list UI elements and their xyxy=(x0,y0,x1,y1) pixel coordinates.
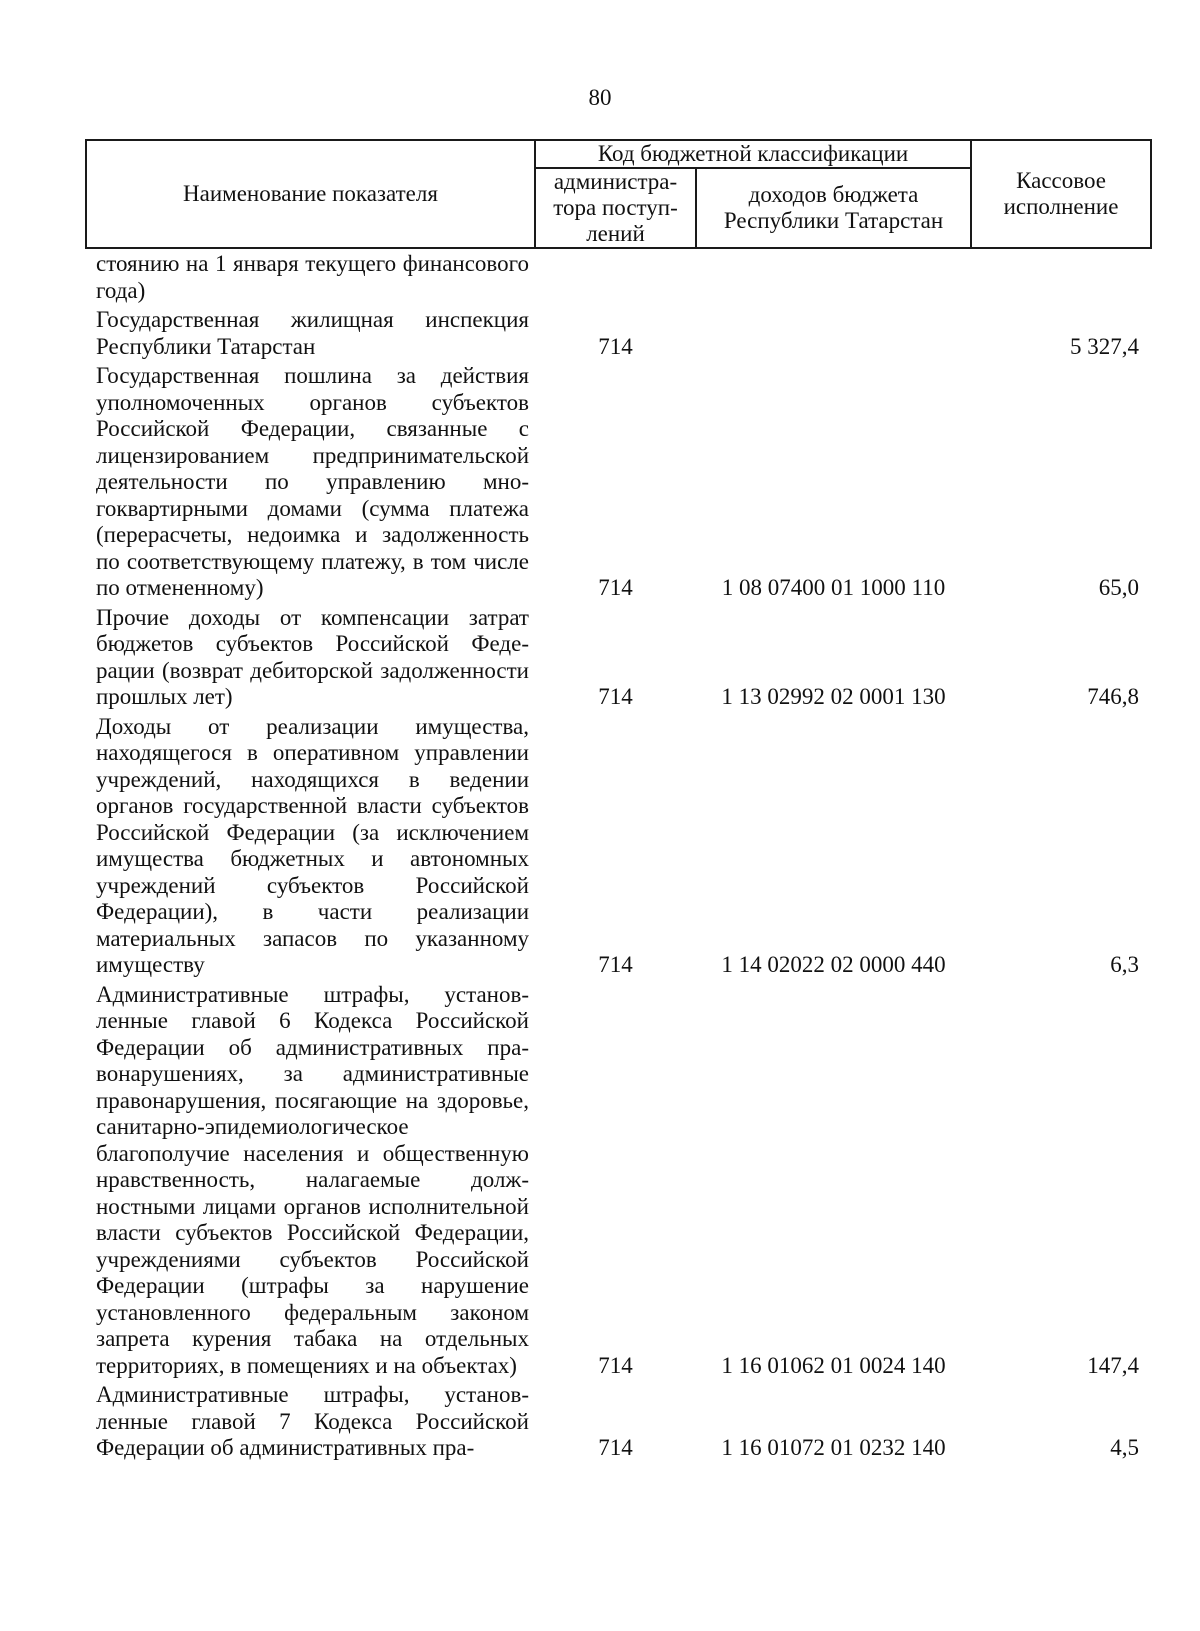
row-admin-code: 714 xyxy=(598,684,633,709)
budget-table xyxy=(85,139,1152,1465)
table-header xyxy=(86,140,1151,248)
row-income-code: 1 08 07400 01 1000 110 xyxy=(721,575,946,600)
row-cash-value: 147,4 xyxy=(1087,1352,1140,1378)
header-name-column: Наименование показателя xyxy=(86,140,535,248)
row-admin-code: 714 xyxy=(598,1352,633,1378)
row-name: Доходы от реализации имущества, находящегося в оперативном управлении учреждений, находящихся в ведении органов государственной власти субъектов Российской Федерации (за исключением имущества бюджетных и автономных учреждений субъектов Российской Федерации), в части реализации материальных запасов по указанному имуществу xyxy=(96,713,529,977)
row-name: стоянию на 1 января текущего финансового года) xyxy=(96,251,529,303)
row-cash-value xyxy=(971,248,1151,307)
row-cash-value: 5 327,4 xyxy=(1070,333,1140,359)
row-name: Государственная пошлина за действия уполномоченных органов субъектов Российской Федерации, связанные с лицензированием предпринимательской деятельности по управлению многоквартирными домами (сумма платежа (перерасчеты, недоимка и задолженность по соответствующему платежу, в том числе по отмененному) xyxy=(96,363,529,600)
row-income-code: 1 13 02992 02 0001 130 xyxy=(721,684,946,709)
row-name: Прочие доходы от компенсации затрат бюджетов субъектов Российской Федерации (возврат дебиторской задолженности прошлых лет) xyxy=(96,604,529,709)
header-income-column: доходов бюджета Республики Татарстан xyxy=(696,168,971,248)
row-admin-code: 714 xyxy=(598,333,633,359)
table-row xyxy=(86,982,1151,1383)
row-cash-value: 65,0 xyxy=(1098,575,1140,600)
row-income-code xyxy=(696,248,971,307)
header-cash-column: Кассовое исполнение xyxy=(971,140,1151,248)
row-income-code: 1 14 02022 02 0000 440 xyxy=(721,952,946,977)
table-row xyxy=(86,714,1151,982)
table-row xyxy=(86,363,1151,605)
row-income-code xyxy=(696,307,971,363)
table-row xyxy=(86,248,1151,307)
row-name: Государственная жилищная инспекция Республики Татарстан xyxy=(96,307,529,359)
table-row xyxy=(86,307,1151,363)
row-income-code: 1 16 01062 01 0024 140 xyxy=(721,1352,946,1378)
table-body xyxy=(86,248,1151,1465)
row-admin-code xyxy=(535,248,696,307)
row-name: Административные штрафы, установленные главой 7 Кодекса Российской Федерации об административных пра- xyxy=(96,1382,529,1460)
header-admin-column: администра-тора поступ-лений xyxy=(535,168,696,248)
row-cash-value: 6,3 xyxy=(1110,952,1140,977)
row-income-code: 1 16 01072 01 0232 140 xyxy=(721,1435,946,1460)
row-admin-code: 714 xyxy=(598,575,633,600)
row-cash-value: 4,5 xyxy=(1110,1435,1140,1460)
table-row xyxy=(86,605,1151,714)
table-row xyxy=(86,1382,1151,1465)
header-code-group: Код бюджетной классификации xyxy=(535,140,971,168)
row-admin-code: 714 xyxy=(598,1435,633,1460)
page-number: 80 xyxy=(588,85,612,110)
row-admin-code: 714 xyxy=(598,952,633,977)
row-cash-value: 746,8 xyxy=(1087,684,1140,709)
row-name: Административные штрафы, установленные главой 6 Кодекса Российской Федерации об административных правонарушениях, за административные правонарушения, посягающие на здоровье, санитарно-эпидемиологическое благополучие населения и общественную нравственность, налагаемые должностными лицами органов исполнительной власти субъектов Российской Федерации, учреждениями субъектов Российской Федерации (штрафы за нарушение установленного федеральным законом запрета курения табака на отдельных территориях, в помещениях и на объектах) xyxy=(96,981,529,1378)
